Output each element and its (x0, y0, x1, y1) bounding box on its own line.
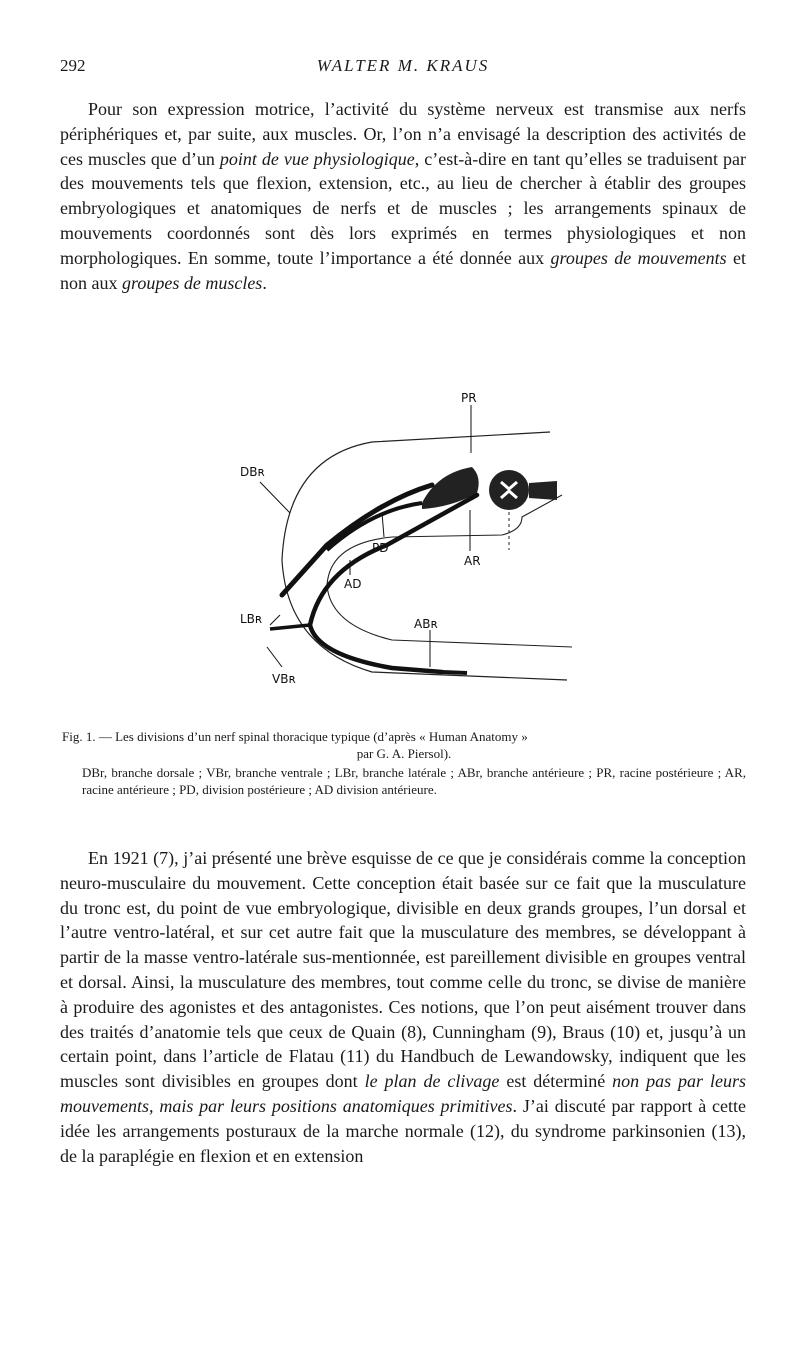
label-abr: ABʀ (414, 617, 438, 631)
paragraph-intro (60, 97, 746, 295)
text-run: et non aux (60, 247, 747, 293)
italic-run: groupes de muscles (122, 272, 263, 293)
label-dbr: DBʀ (240, 465, 265, 479)
text-run: , c’est-à-dire en tant qu’elles se traduisent par des mouvements tels que flexion, extension, etc., au lieu de chercher à établir des groupes embryologiques et anatomiques de nerfs et de muscles ; les arrangements spinaux de mouvements coordonnés sont dès lors exprimés en termes physiologiques et non morphologiques. En somme, toute l’importance a été donnée aux (60, 148, 746, 268)
leader-pd (382, 513, 384, 537)
label-pr: PR (461, 391, 477, 405)
running-head: WALTER M. KRAUS (316, 56, 490, 75)
spinal-nerve-diagram (232, 385, 572, 695)
page-number: 292 (60, 56, 86, 75)
caption-line-1: Fig. 1. — Les divisions d’un nerf spinal thoracique typique (d’après « Human Anatomy » (62, 729, 528, 744)
text-run: Pour son expression motrice, l’activité du système nerveux est transmise aux nerfs périphériques et, par suite, aux muscles. Or, l’on n’a envisagé la description des activités de ces muscles que d’un (60, 99, 746, 169)
page-header (60, 56, 746, 82)
spinal-nerve-figure (232, 385, 572, 695)
italic-run: non pas par leurs mouvements, mais par leurs positions anatomiques primitives (60, 1071, 746, 1116)
leader-dbr (260, 482, 290, 513)
italic-run: le plan de clivage (364, 1071, 500, 1092)
leader-lbr (270, 615, 280, 625)
paragraph-main (60, 846, 746, 1168)
label-lbr: LBʀ (240, 612, 263, 626)
nerve-trunk (310, 495, 477, 672)
figure-legend: DBr, branche dorsale ; VBr, branche ventrale ; LBr, branche latérale ; ABr, branche antérieure ; PR, racine postérieure ; AR, racine antérieure ; PD, division postérieure ; AD division antérieure. (82, 765, 746, 797)
leader-vbr (267, 647, 282, 667)
cord-right (529, 481, 557, 500)
anterior-branch (442, 672, 467, 673)
label-ad: AD (344, 577, 362, 591)
text-run: En 1921 (7), j’ai présenté une brève esquisse de ce que je considérais comme la conception neuro-musculaire du mouvement. Cette conception était basée sur ce fait que la musculature du tronc est, du point de vue embryologique, divisible en deux grands groupes, l’un dorsal et l’autre ventro-latéral, et sur cet autre fait que la musculature des membres, se développant à partir de la masse ventro-latérale sus-mentionnée, est pareillement divisible en groupes ventral et dorsal. Ainsi, la musculature des membres, tout comme celle du tronc, se divise de manière à produire des agonistes et des antagonistes. Ces notions, que l’on peut aisément trouver dans des traités d’anatomie tels que ceux de Quain (8), Cunningham (9), Braus (10) et, jusqu’à un certain point, dans l’article de Flatau (11) du Handbuch de Lewandowsky, indiquent que les muscles sont divisibles en groupes dont (60, 848, 746, 1092)
caption-line-2: par G. A. Piersol). (356, 746, 452, 761)
text-run: est déterminé (499, 1071, 613, 1092)
text-run: . (262, 272, 267, 293)
label-pd: PD (372, 541, 389, 555)
figure-caption (62, 728, 746, 762)
label-vbr: VBʀ (272, 672, 296, 686)
text-run: . J’ai discuté par rapport à cette idée les arrangements posturaux de la marche normale (12), du syndrome parkinsonien (13), de la paraplégie en flexion et en extension (60, 1095, 746, 1166)
italic-run: point de vue physiologique (219, 148, 415, 169)
label-ar: AR (464, 554, 481, 568)
italic-run: groupes de mouvements (550, 247, 727, 268)
